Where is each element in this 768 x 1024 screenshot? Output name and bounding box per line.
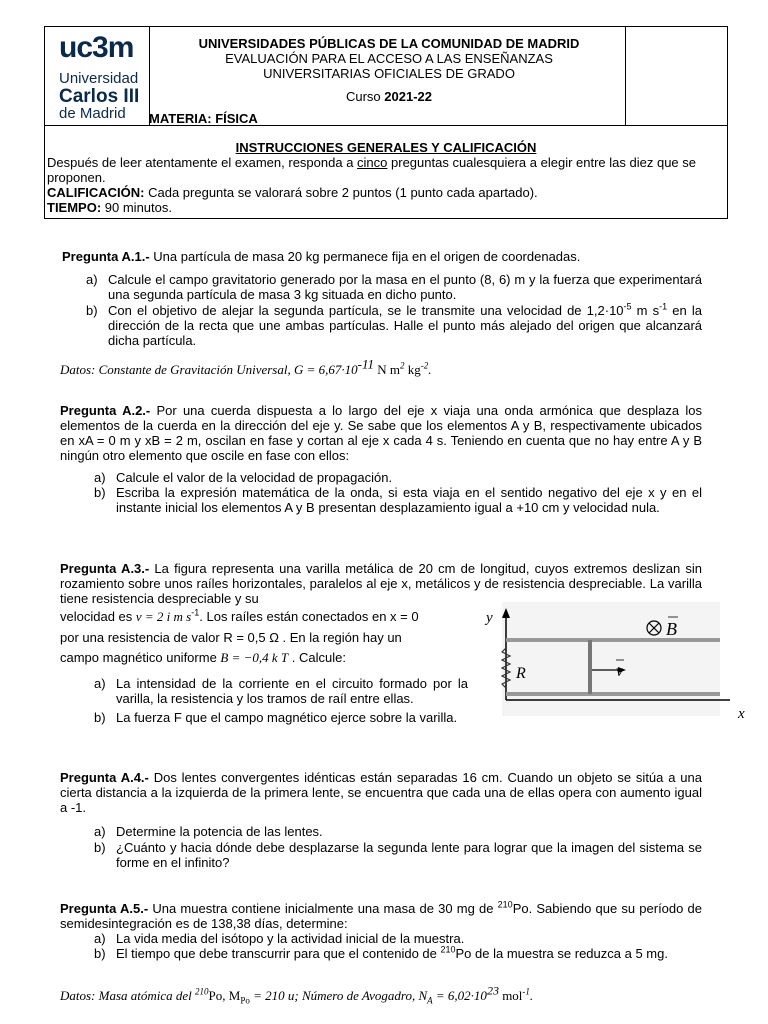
rod-rail-figure <box>480 600 745 725</box>
item-text: Calcule el campo gravitatorio generado por la masa en el punto (8, 6) m y la fuerza que experimentará una segunda partícula de masa 3 kg situada en dicho punto. <box>108 272 702 302</box>
grading-label: CALIFICACIÓN: <box>47 185 145 200</box>
question-a3-text: velocidad es <box>60 609 136 624</box>
time-label: TIEMPO: <box>47 200 102 215</box>
item-text-part: en la dirección de la recta que une ambas partículas. Halle el punto más alejado del origen que alcanzará dicha partícula. <box>108 303 702 348</box>
item-label: a) <box>94 676 106 691</box>
header-box <box>44 26 728 126</box>
data-end: . <box>529 988 534 1003</box>
header-line1: UNIVERSIDADES PÚBLICAS DE LA COMUNIDAD DE MADRID <box>198 36 580 51</box>
item-text: Determine la potencia de las lentes. <box>116 824 323 839</box>
question-a3-text: . Los raíles están conectados en x = 0 <box>199 609 419 624</box>
logo-madrid: de Madrid <box>59 105 126 122</box>
question-a5-item-b <box>94 946 702 961</box>
data-text: Datos: Constante de Gravitación Universal, G = 6,67·10 <box>60 362 358 377</box>
fig-v-label: v <box>616 663 624 680</box>
course-line <box>149 89 629 104</box>
exponent: 23 <box>486 983 499 998</box>
question-a4 <box>60 770 702 815</box>
question-a1-item-a <box>86 272 702 302</box>
grading-text: Cada pregunta se valorará sobre 2 puntos (1 punto cada apartado). <box>144 185 538 200</box>
item-label: b) <box>94 946 106 961</box>
item-text-part: Po de la muestra se reduzca a 5 mg. <box>455 946 668 961</box>
question-a2-item-b <box>94 485 702 515</box>
item-label: a) <box>94 470 106 485</box>
isotope-number: 210 <box>440 944 456 955</box>
header-line3: UNIVERSITARIAS OFICIALES DE GRADO <box>263 66 515 81</box>
item-text <box>108 303 702 348</box>
item-label: b) <box>94 710 106 725</box>
isotope-number: 210 <box>195 986 209 997</box>
item-label: b) <box>94 485 106 500</box>
exponent: -2 <box>420 360 429 371</box>
fig-r-label: R <box>516 665 526 682</box>
fig-y-label: y <box>486 610 493 626</box>
question-a1-text: Una partícula de masa 20 kg permanece fija en el origen de coordenadas. <box>149 249 581 264</box>
exponent: -11 <box>357 356 375 372</box>
subject-label: MATERIA: FÍSICA <box>149 111 258 126</box>
item-label: a) <box>94 931 106 946</box>
exponent: -1 <box>659 301 668 312</box>
question-a2 <box>60 403 702 463</box>
question-a1-label: Pregunta A.1.- <box>62 249 150 264</box>
university-logo <box>59 31 151 122</box>
item-text: La fuerza F que el campo magnético ejerce sobre la varilla. <box>116 710 458 725</box>
instructions-box <box>44 126 728 219</box>
question-a2-text: Por una cuerda dispuesta a lo largo del eje x viaja una onda armónica que desplaza los elementos de la cuerda en la dirección del eje y. Se sabe que los elementos A y B, respectivamente ubicados en xA = 0 m y xB = 2 m, oscilan en fase y cortan al eje x cada 4 s. Teniendo en cuenta que no hay entre A y B ningún otro elemento que oscile en fase con ellos: <box>60 403 702 463</box>
item-label: b) <box>94 840 106 855</box>
question-a5-item-a <box>94 931 702 946</box>
course-label: Curso <box>345 89 381 104</box>
isotope-number: 210 <box>497 899 513 910</box>
data-text: = 6,02·10 <box>432 988 487 1003</box>
item-text: Escriba la expresión matemática de la onda, si esta viaja en el sentido negativo del eje x y en el instante inicial los elementos A y B presentan desplazamiento igual a +10 cm y velocidad nula. <box>116 485 702 515</box>
question-a3-label: Pregunta A.3.- <box>60 561 150 576</box>
grading-line <box>45 185 727 200</box>
question-a2-label: Pregunta A.2.- <box>60 403 151 418</box>
item-label: a) <box>94 824 106 839</box>
item-text-part: m s <box>631 303 660 318</box>
fig-x-label: x <box>738 706 745 722</box>
instructions-text <box>45 155 727 185</box>
question-a4-item-b <box>94 840 702 870</box>
fig-b-label: B <box>666 619 677 639</box>
item-text <box>116 946 702 961</box>
subscript: Po <box>240 995 250 1006</box>
question-a3-text: La figura representa una varilla metálica de 20 cm de longitud, cuyos extremos deslizan sin rozamiento sobre unos raíles horizontales, paralelos al eje x, metálicos y de resistencia despreciable. La varilla tiene resistencia despreciable y su <box>60 561 702 606</box>
instructions-title: INSTRUCCIONES GENERALES Y CALIFICACIÓN <box>235 140 537 155</box>
question-a4-item-a <box>94 824 702 839</box>
instructions-text-underlined: cinco <box>357 155 388 170</box>
subscript: A <box>427 995 433 1006</box>
item-text-part: Con el objetivo de alejar la segunda partícula, se le transmite una velocidad de 1,2·10 <box>108 303 624 318</box>
question-a5-label: Pregunta A.5.- <box>60 901 149 916</box>
question-a3-line2 <box>60 609 468 624</box>
item-text: Calcule el valor de la velocidad de propagación. <box>116 470 393 485</box>
time-text: 90 minutos. <box>101 200 172 215</box>
course-value: 2021-22 <box>384 89 433 104</box>
question-a2-item-a <box>94 470 702 485</box>
exponent: 2 <box>400 360 405 371</box>
data-units: mol <box>498 988 523 1003</box>
data-text: = 210 u; Número de Avogadro, N <box>249 988 428 1003</box>
data-units: kg <box>404 362 421 377</box>
logo-carlos: Carlos III <box>59 86 140 107</box>
question-a5-text: Una muestra contiene inicialmente una masa de 30 mg de <box>148 901 498 916</box>
data-units: N m <box>374 362 401 377</box>
question-a3-line3: por una resistencia de valor R = 0,5 Ω . En la región hay un <box>60 630 402 645</box>
question-a1-item-b <box>86 303 702 348</box>
item-text-part: El tiempo que debe transcurrir para que el contenido de <box>116 946 441 961</box>
question-a4-label: Pregunta A.4.- <box>60 770 149 785</box>
question-a5 <box>60 901 702 931</box>
question-a1 <box>62 249 704 264</box>
header-line2: EVALUACIÓN PARA EL ACCESO A LAS ENSEÑANZAS <box>225 51 553 66</box>
data-text: Po, M <box>208 988 241 1003</box>
question-a3-text: campo magnético uniforme <box>60 650 221 665</box>
data-end: . <box>428 362 432 377</box>
question-a3-line4 <box>60 650 468 665</box>
field-expression: B = −0,4 k T <box>220 650 289 665</box>
instructions-text-post: preguntas cualesquiera a elegir entre las diez que se proponen. <box>47 155 696 185</box>
logo-universidad: Universidad <box>59 70 139 87</box>
item-label: b) <box>86 303 98 318</box>
exponent: -1 <box>522 986 530 997</box>
question-a5-data <box>60 983 534 1006</box>
figure-background <box>502 602 720 716</box>
exponent: -5 <box>623 301 632 312</box>
question-a3-item-a <box>94 676 468 706</box>
item-label: a) <box>86 272 98 287</box>
question-a4-text: Dos lentes convergentes idénticas están separadas 16 cm. Cuando un objeto se sitúa a una cierta distancia a la izquierda de la primera lente, se encuentra que cada una de ellas opera con aumento igual a -1. <box>60 770 702 815</box>
exponent: -1 <box>191 607 200 618</box>
item-text: ¿Cuánto y hacia dónde debe desplazarse la segunda lente para lograr que la imagen del sistema se forme en el infinito? <box>116 840 702 870</box>
question-a3-text: . Calcule: <box>288 650 346 665</box>
item-text: La vida media del isótopo y la actividad inicial de la muestra. <box>116 931 465 946</box>
data-text: Datos: Masa atómica del <box>60 988 196 1003</box>
item-text: La intensidad de la corriente en el circuito formado por la varilla, la resistencia y los tramos de raíl entre ellas. <box>116 676 468 706</box>
logo-uc3m: uc3m <box>59 31 134 64</box>
question-a3-item-b <box>94 710 468 725</box>
question-a1-data <box>60 356 432 378</box>
instructions-text-pre: Después de leer atentamente el examen, responda a <box>47 155 358 170</box>
question-a5-text: Po. Sabiendo que su período de semidesintegración es de 138,38 días, determine: <box>60 901 703 931</box>
time-line <box>45 200 727 215</box>
velocity-expression: v = 2 i m s <box>135 609 192 624</box>
